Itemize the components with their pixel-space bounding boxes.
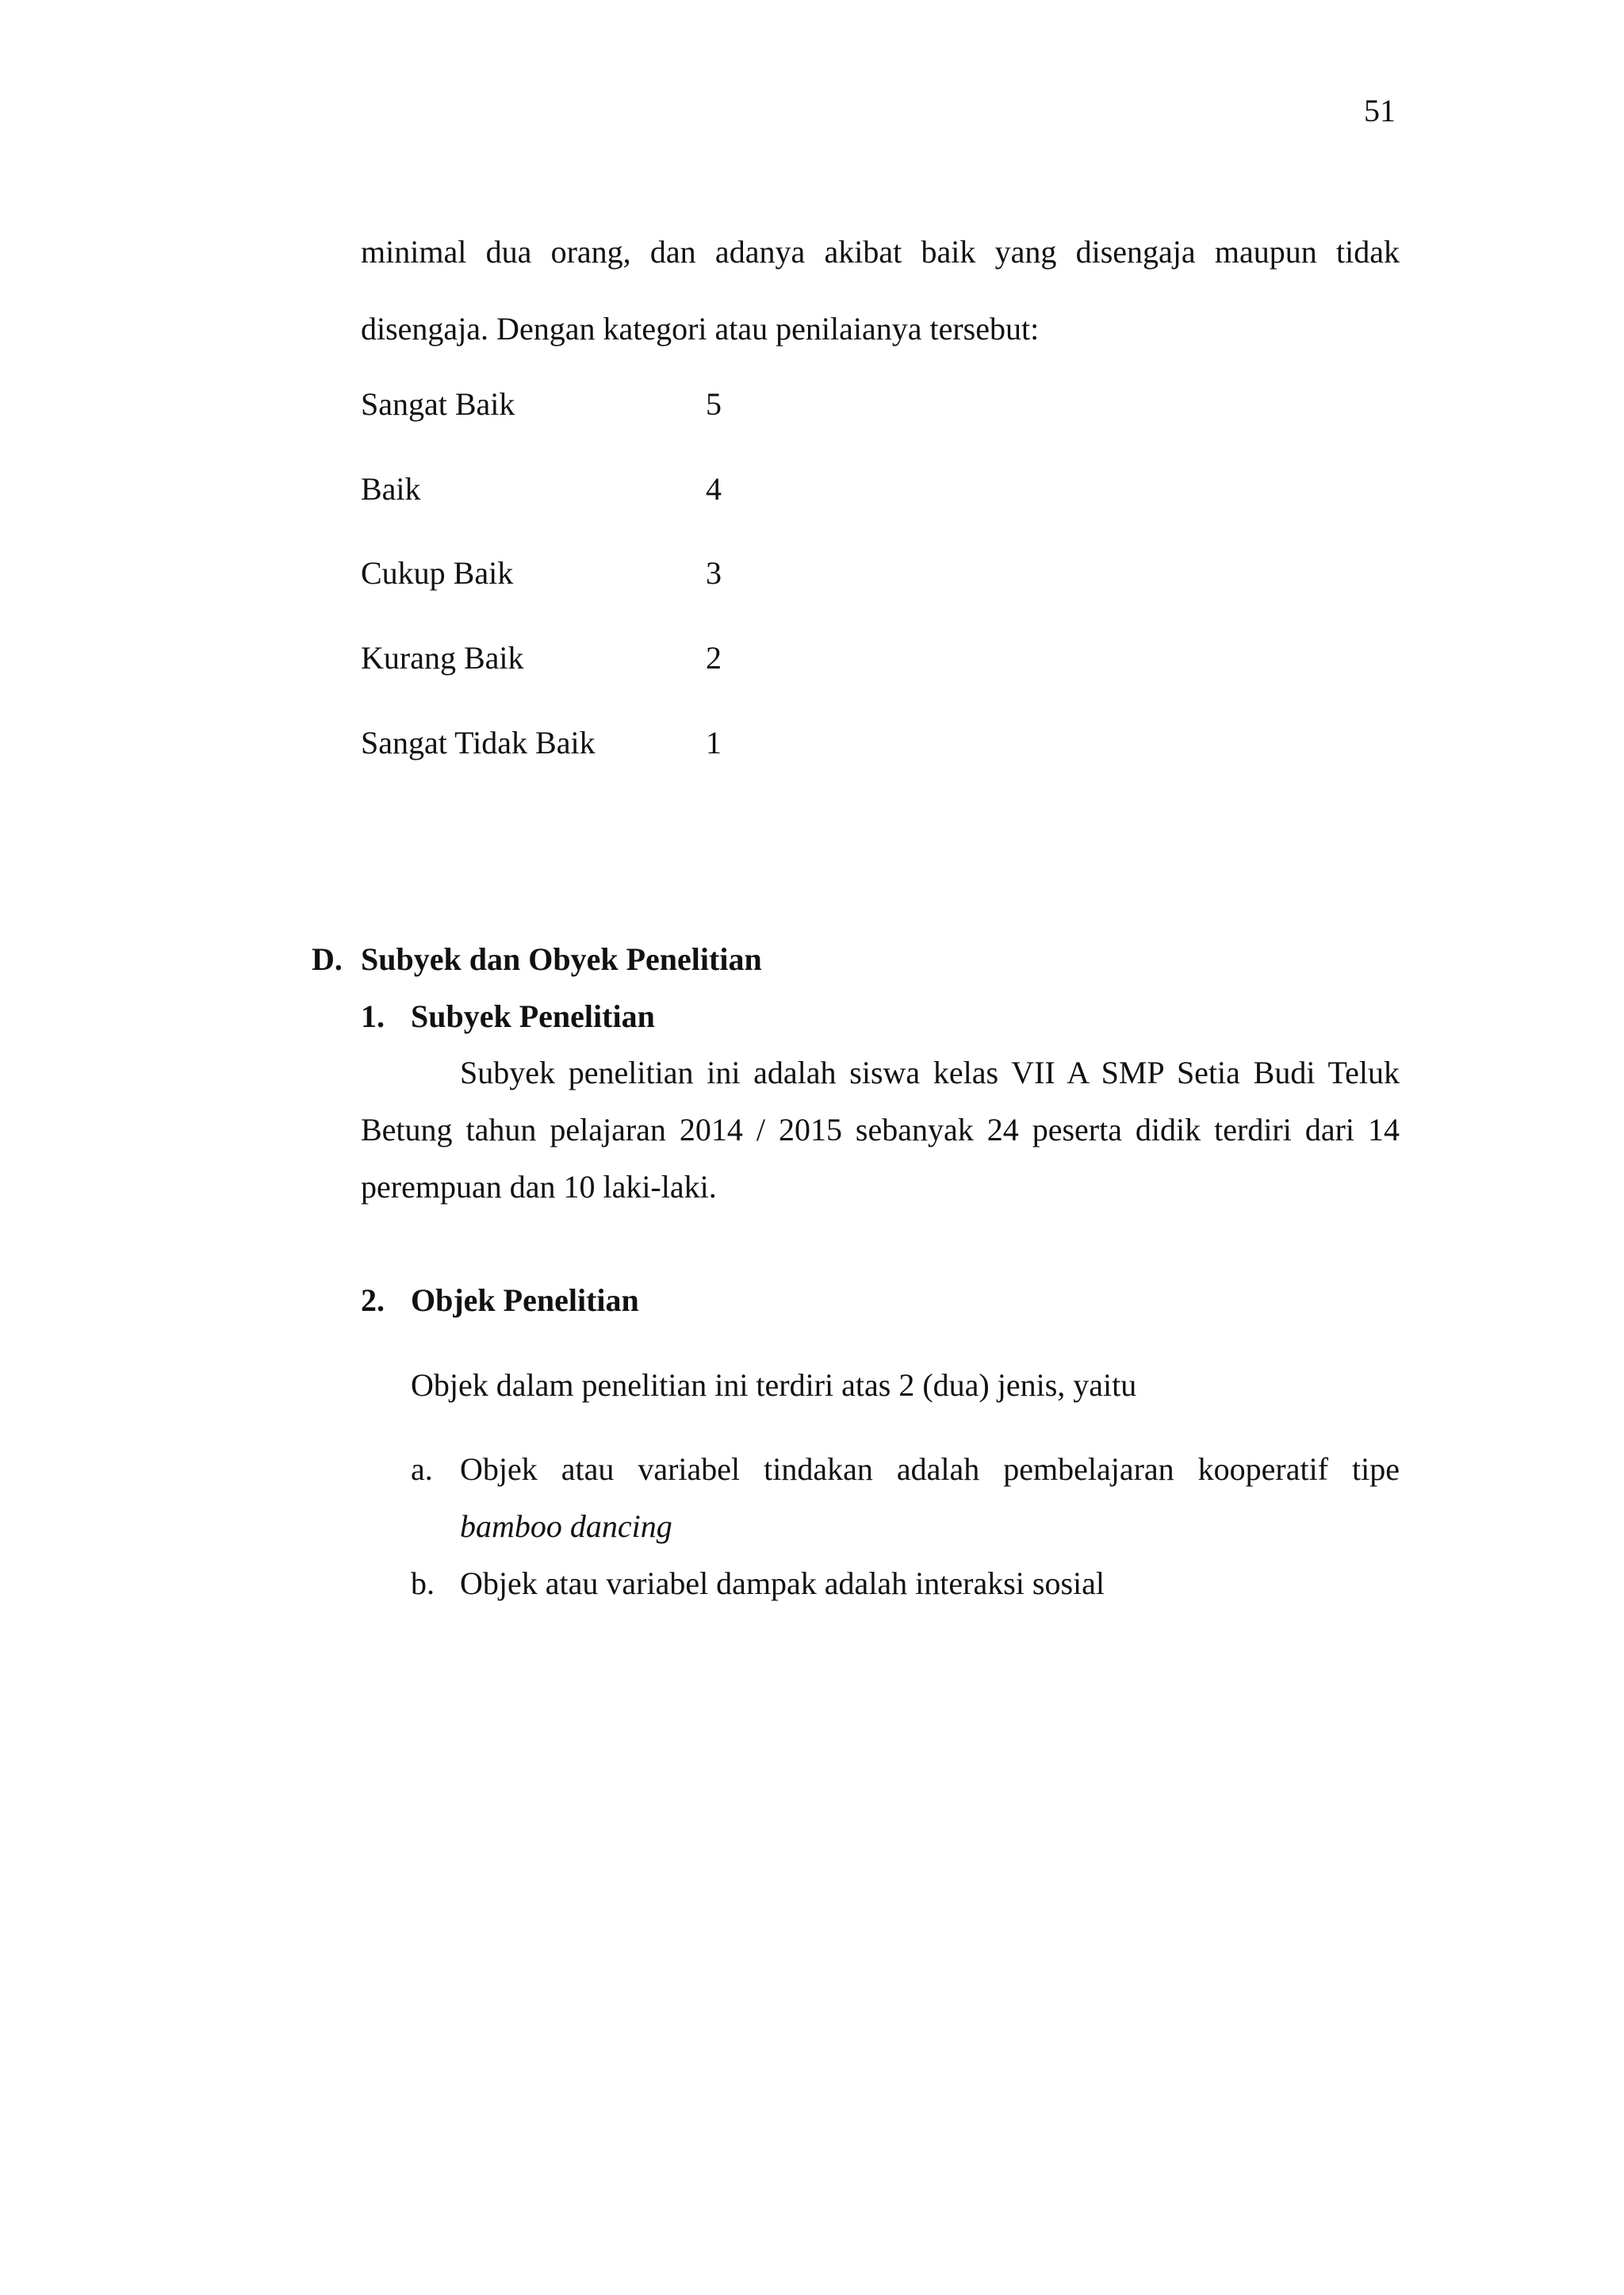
list-item-marker: b. xyxy=(411,1565,435,1601)
rating-label: Baik xyxy=(361,471,421,507)
subsection-1-paragraph-line-1: Subyek penelitian ini adalah siswa kelas VII A SMP Setia Budi Teluk xyxy=(460,1055,1400,1090)
subsection-1-paragraph-line-3: perempuan dan 10 laki-laki. xyxy=(361,1169,717,1205)
subsection-2-intro: Objek dalam penelitian ini terdiri atas 2 (dua) jenis, yaitu xyxy=(411,1367,1137,1403)
rating-value: 5 xyxy=(706,386,722,422)
section-d-title: Subyek dan Obyek Penelitian xyxy=(361,941,762,977)
rating-label: Cukup Baik xyxy=(361,555,514,591)
intro-line-2: disengaja. Dengan kategori atau penilaianya tersebut: xyxy=(361,311,1040,347)
list-item-marker: a. xyxy=(411,1451,433,1487)
subsection-1-marker: 1. xyxy=(361,998,385,1034)
rating-value: 2 xyxy=(706,640,722,676)
subsection-1-paragraph-line-2: Betung tahun pelajaran 2014 / 2015 sebanyak 24 peserta didik terdiri dari 14 xyxy=(361,1112,1400,1148)
list-item-text-italic: bamboo dancing xyxy=(460,1508,672,1544)
rating-label: Sangat Baik xyxy=(361,386,515,422)
intro-line-1: minimal dua orang, dan adanya akibat baik yang disengaja maupun tidak xyxy=(361,234,1400,270)
rating-value: 1 xyxy=(706,725,722,761)
rating-value: 4 xyxy=(706,471,722,507)
subsection-1-title: Subyek Penelitian xyxy=(411,998,655,1034)
subsection-2-marker: 2. xyxy=(361,1282,385,1318)
rating-label: Sangat Tidak Baik xyxy=(361,725,596,761)
subsection-2-title: Objek Penelitian xyxy=(411,1282,639,1318)
page-number: 51 xyxy=(1364,93,1396,128)
rating-label: Kurang Baik xyxy=(361,640,524,676)
list-item-text: Objek atau variabel tindakan adalah pembelajaran kooperatif tipe xyxy=(460,1451,1400,1487)
rating-value: 3 xyxy=(706,555,722,591)
section-d-marker: D. xyxy=(312,941,343,977)
list-item-text: Objek atau variabel dampak adalah interaksi sosial xyxy=(460,1565,1105,1601)
